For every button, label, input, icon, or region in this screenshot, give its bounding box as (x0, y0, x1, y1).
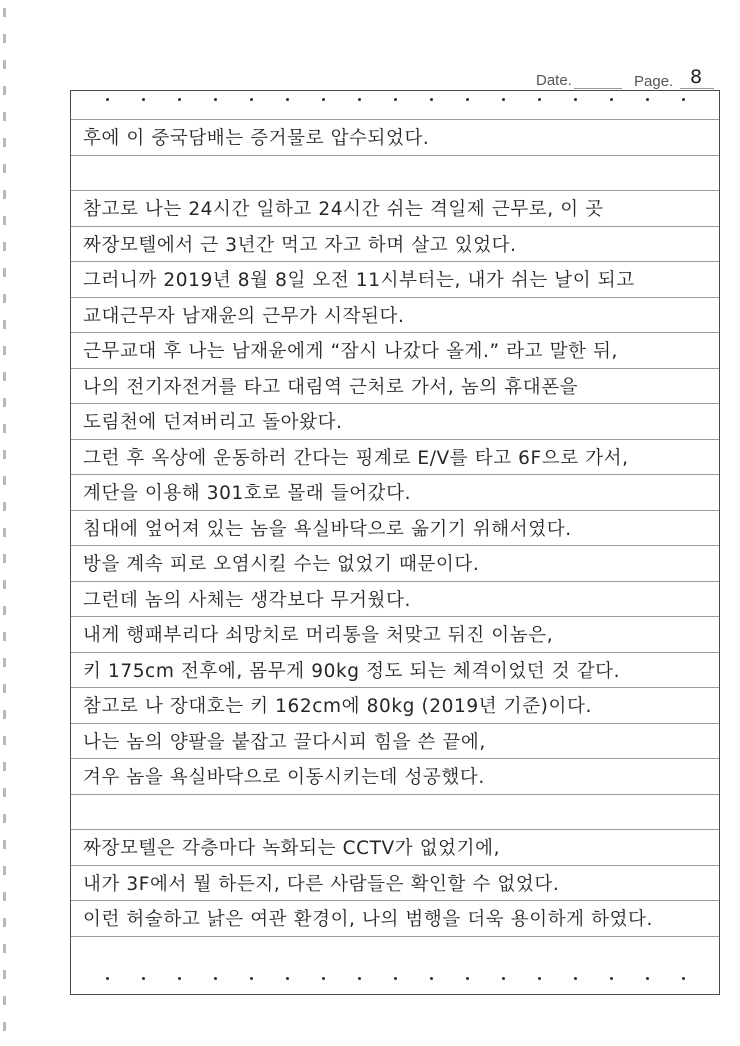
guide-dot (610, 98, 613, 101)
binding-mark (3, 918, 6, 927)
top-dot-row (71, 98, 719, 104)
ruled-line (71, 652, 719, 653)
handwritten-line: 내가 3F에서 뭘 하든지, 다른 사람들은 확인할 수 없었다. (83, 873, 560, 895)
guide-dot (394, 977, 397, 980)
binding-mark (3, 424, 6, 433)
ruled-line (71, 900, 719, 901)
binding-mark (3, 216, 6, 225)
binding-mark (3, 840, 6, 849)
handwritten-line: 짜장모텔은 각층마다 녹화되는 CCTV가 없었기에, (83, 838, 501, 859)
binding-mark (3, 190, 6, 199)
ruled-line (71, 723, 719, 724)
guide-dot (502, 977, 505, 980)
bottom-dot-row (71, 977, 719, 983)
handwritten-line: 이런 허술하고 낡은 여관 환경이, 나의 범행을 더욱 용이하게 하였다. (83, 909, 654, 930)
handwritten-line: 나는 놈의 양팔을 붙잡고 끌다시피 힘을 쓴 끝에, (83, 731, 486, 753)
guide-dot (214, 98, 217, 101)
ruled-line (71, 439, 719, 440)
guide-dot (430, 98, 433, 101)
guide-dot (502, 98, 505, 101)
binding-mark (3, 554, 6, 563)
handwritten-line: 근무교대 후 나는 남재윤에게 “잠시 나갔다 올게.” 라고 말한 뒤, (83, 341, 618, 362)
binding-mark (3, 372, 6, 381)
ruled-line (71, 297, 719, 298)
page-header (530, 66, 730, 92)
guide-dot (682, 98, 685, 101)
ruled-line (71, 936, 719, 937)
ruled-line (71, 865, 719, 866)
handwritten-line: 교대근무자 남재윤의 근무가 시작된다. (83, 305, 405, 327)
binding-mark (3, 60, 6, 69)
guide-dot (322, 977, 325, 980)
ruled-line (71, 332, 719, 333)
binding-mark (3, 788, 6, 797)
page-label: Page. (634, 73, 674, 90)
binding-mark (3, 112, 6, 121)
binding-mark (3, 268, 6, 277)
guide-dot (142, 98, 145, 101)
ruled-line (71, 510, 719, 511)
binding-mark (3, 528, 6, 537)
handwritten-line: 그런데 놈의 사체는 생각보다 무거웠다. (83, 589, 411, 611)
binding-mark (3, 138, 6, 147)
handwritten-line: 키 175cm 전후에, 몸무게 90kg 정도 되는 체격이었던 것 같다. (83, 660, 621, 682)
guide-dot (106, 977, 109, 980)
binding-mark (3, 8, 6, 17)
handwritten-line: 겨우 놈을 욕실바닥으로 이동시키는데 성공했다. (83, 767, 485, 788)
binding-mark (3, 814, 6, 823)
handwritten-line: 그러니까 2019년 8월 8일 오전 11시부터는, 내가 쉬는 날이 되고 (83, 270, 635, 291)
ruled-line (71, 794, 719, 795)
binding-mark (3, 320, 6, 329)
binding-edge (3, 0, 7, 1046)
binding-mark (3, 970, 6, 979)
binding-mark (3, 762, 6, 771)
binding-mark (3, 658, 6, 667)
ruled-sheet (70, 90, 720, 995)
guide-dot (214, 977, 217, 980)
ruled-line (71, 368, 719, 369)
binding-mark (3, 1022, 6, 1031)
page-blank-line (680, 88, 714, 89)
date-blank-line (574, 88, 622, 89)
binding-mark (3, 892, 6, 901)
guide-dot (610, 977, 613, 980)
ruled-line (71, 581, 719, 582)
ruled-line (71, 403, 719, 404)
ruled-line (71, 119, 719, 120)
handwritten-line (83, 797, 713, 827)
ruled-line (71, 758, 719, 759)
guide-dot (646, 98, 649, 101)
guide-dot (538, 977, 541, 980)
ruled-line (71, 261, 719, 262)
handwritten-line: 나의 전기자전거를 타고 대림역 근처로 가서, 놈의 휴대폰을 (83, 376, 579, 398)
handwritten-line: 내게 행패부리다 쇠망치로 머리통을 처맞고 뒤진 이놈은, (83, 625, 554, 646)
binding-mark (3, 580, 6, 589)
binding-mark (3, 736, 6, 745)
guide-dot (574, 977, 577, 980)
guide-dot (142, 977, 145, 980)
guide-dot (286, 977, 289, 980)
page-number: 8 (690, 66, 703, 88)
binding-mark (3, 684, 6, 693)
guide-dot (250, 98, 253, 101)
binding-mark (3, 294, 6, 303)
binding-mark (3, 164, 6, 173)
binding-mark (3, 502, 6, 511)
guide-dot (394, 98, 397, 101)
binding-mark (3, 632, 6, 641)
guide-dot (538, 98, 541, 101)
guide-dot (430, 977, 433, 980)
binding-mark (3, 34, 6, 43)
binding-mark (3, 346, 6, 355)
guide-dot (178, 98, 181, 101)
ruled-line (71, 226, 719, 227)
ruled-line (71, 474, 719, 475)
guide-dot (286, 98, 289, 101)
ruled-line (71, 190, 719, 191)
guide-dot (106, 98, 109, 101)
guide-dot (358, 977, 361, 980)
binding-mark (3, 242, 6, 251)
handwritten-line (83, 158, 713, 188)
guide-dot (250, 977, 253, 980)
handwritten-line: 참고로 나는 24시간 일하고 24시간 쉬는 격일제 근무로, 이 곳 (83, 199, 604, 220)
ruled-line (71, 155, 719, 156)
handwritten-line: 계단을 이용해 301호로 몰래 들어갔다. (83, 483, 412, 504)
handwritten-line: 도림천에 던져버리고 돌아왔다. (83, 412, 343, 433)
handwritten-line: 그런 후 옥상에 운동하러 간다는 핑계로 E/V를 타고 6F으로 가서, (83, 447, 629, 469)
guide-dot (682, 977, 685, 980)
ruled-line (71, 545, 719, 546)
ruled-line (71, 829, 719, 830)
binding-mark (3, 450, 6, 459)
binding-mark (3, 398, 6, 407)
handwritten-line: 방을 계속 피로 오염시킬 수는 없었기 때문이다. (83, 554, 480, 575)
binding-mark (3, 996, 6, 1005)
date-label: Date. (536, 72, 572, 89)
guide-dot (358, 98, 361, 101)
guide-dot (466, 977, 469, 980)
ruled-line (71, 687, 719, 688)
binding-mark (3, 710, 6, 719)
binding-mark (3, 944, 6, 953)
binding-mark (3, 476, 6, 485)
handwritten-line: 침대에 엎어져 있는 놈을 욕실바닥으로 옮기기 위해서였다. (83, 518, 572, 540)
binding-mark (3, 86, 6, 95)
guide-dot (574, 98, 577, 101)
handwritten-line: 참고로 나 장대호는 키 162cm에 80kg (2019년 기준)이다. (83, 696, 592, 717)
guide-dot (466, 98, 469, 101)
guide-dot (178, 977, 181, 980)
guide-dot (322, 98, 325, 101)
binding-mark (3, 866, 6, 875)
binding-mark (3, 606, 6, 615)
guide-dot (646, 977, 649, 980)
handwritten-line: 짜장모텔에서 근 3년간 먹고 자고 하며 살고 있었다. (83, 234, 517, 256)
ruled-line (71, 616, 719, 617)
handwritten-line: 후에 이 중국담배는 증거물로 압수되었다. (83, 128, 430, 149)
